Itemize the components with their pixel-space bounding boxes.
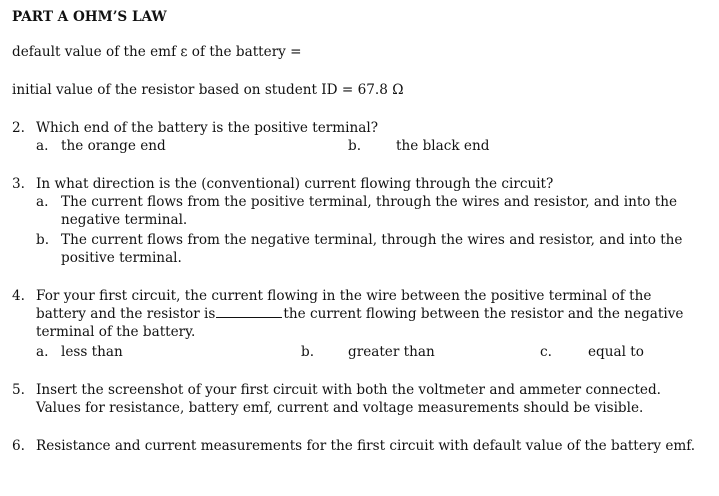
resistor-line: initial value of the resistor based on student ID = 67.8 Ω — [12, 82, 404, 98]
q3-b-letter: b. — [36, 232, 50, 248]
emf-line: default value of the emf ε of the battery = — [12, 44, 302, 60]
q3-option-b-line1: The current flows from the negative terminal, through the wires and resistor, and into the — [61, 232, 683, 248]
q4-b-letter: b. — [301, 344, 315, 360]
q4-number: 4. — [12, 288, 25, 304]
q6-text: Resistance and current measurements for the first circuit with default value of the battery emf. — [36, 438, 696, 454]
q4-line2 — [36, 305, 683, 323]
q4-line2-after: the current flowing between the resistor and the negative — [283, 306, 684, 322]
q3-text: In what direction is the (conventional) current flowing through the circuit? — [36, 176, 554, 192]
q3-a-letter: a. — [36, 194, 49, 210]
q5-line1: Insert the screenshot of your first circuit with both the voltmeter and ammeter connected. — [36, 382, 662, 398]
q2-number: 2. — [12, 120, 25, 136]
q3-option-b-line2: positive terminal. — [61, 250, 182, 266]
page-heading: PART A OHM’S LAW — [12, 9, 167, 25]
q6-number: 6. — [12, 438, 25, 454]
q2-option-a: the orange end — [61, 138, 166, 154]
q3-option-a-line2: negative terminal. — [61, 212, 188, 228]
q4-line1: For your first circuit, the current flowing in the wire between the positive terminal of the — [36, 288, 652, 304]
q4-line3: terminal of the battery. — [36, 324, 196, 340]
q4-c-letter: c. — [540, 344, 552, 360]
q3-number: 3. — [12, 176, 25, 192]
answer-blank[interactable] — [216, 305, 282, 318]
q5-line2: Values for resistance, battery emf, current and voltage measurements should be visible. — [36, 400, 644, 416]
q2-text: Which end of the battery is the positive terminal? — [36, 120, 379, 136]
q2-option-b: the black end — [396, 138, 490, 154]
q4-line2-before: battery and the resistor is — [36, 306, 216, 322]
q3-option-a-line1: The current flows from the positive terminal, through the wires and resistor, and into the — [61, 194, 678, 210]
q4-option-a: less than — [61, 344, 123, 360]
q2-b-letter: b. — [348, 138, 362, 154]
q4-option-c: equal to — [588, 344, 644, 360]
q2-a-letter: a. — [36, 138, 49, 154]
q4-option-b: greater than — [348, 344, 435, 360]
q5-number: 5. — [12, 382, 25, 398]
q4-a-letter: a. — [36, 344, 49, 360]
